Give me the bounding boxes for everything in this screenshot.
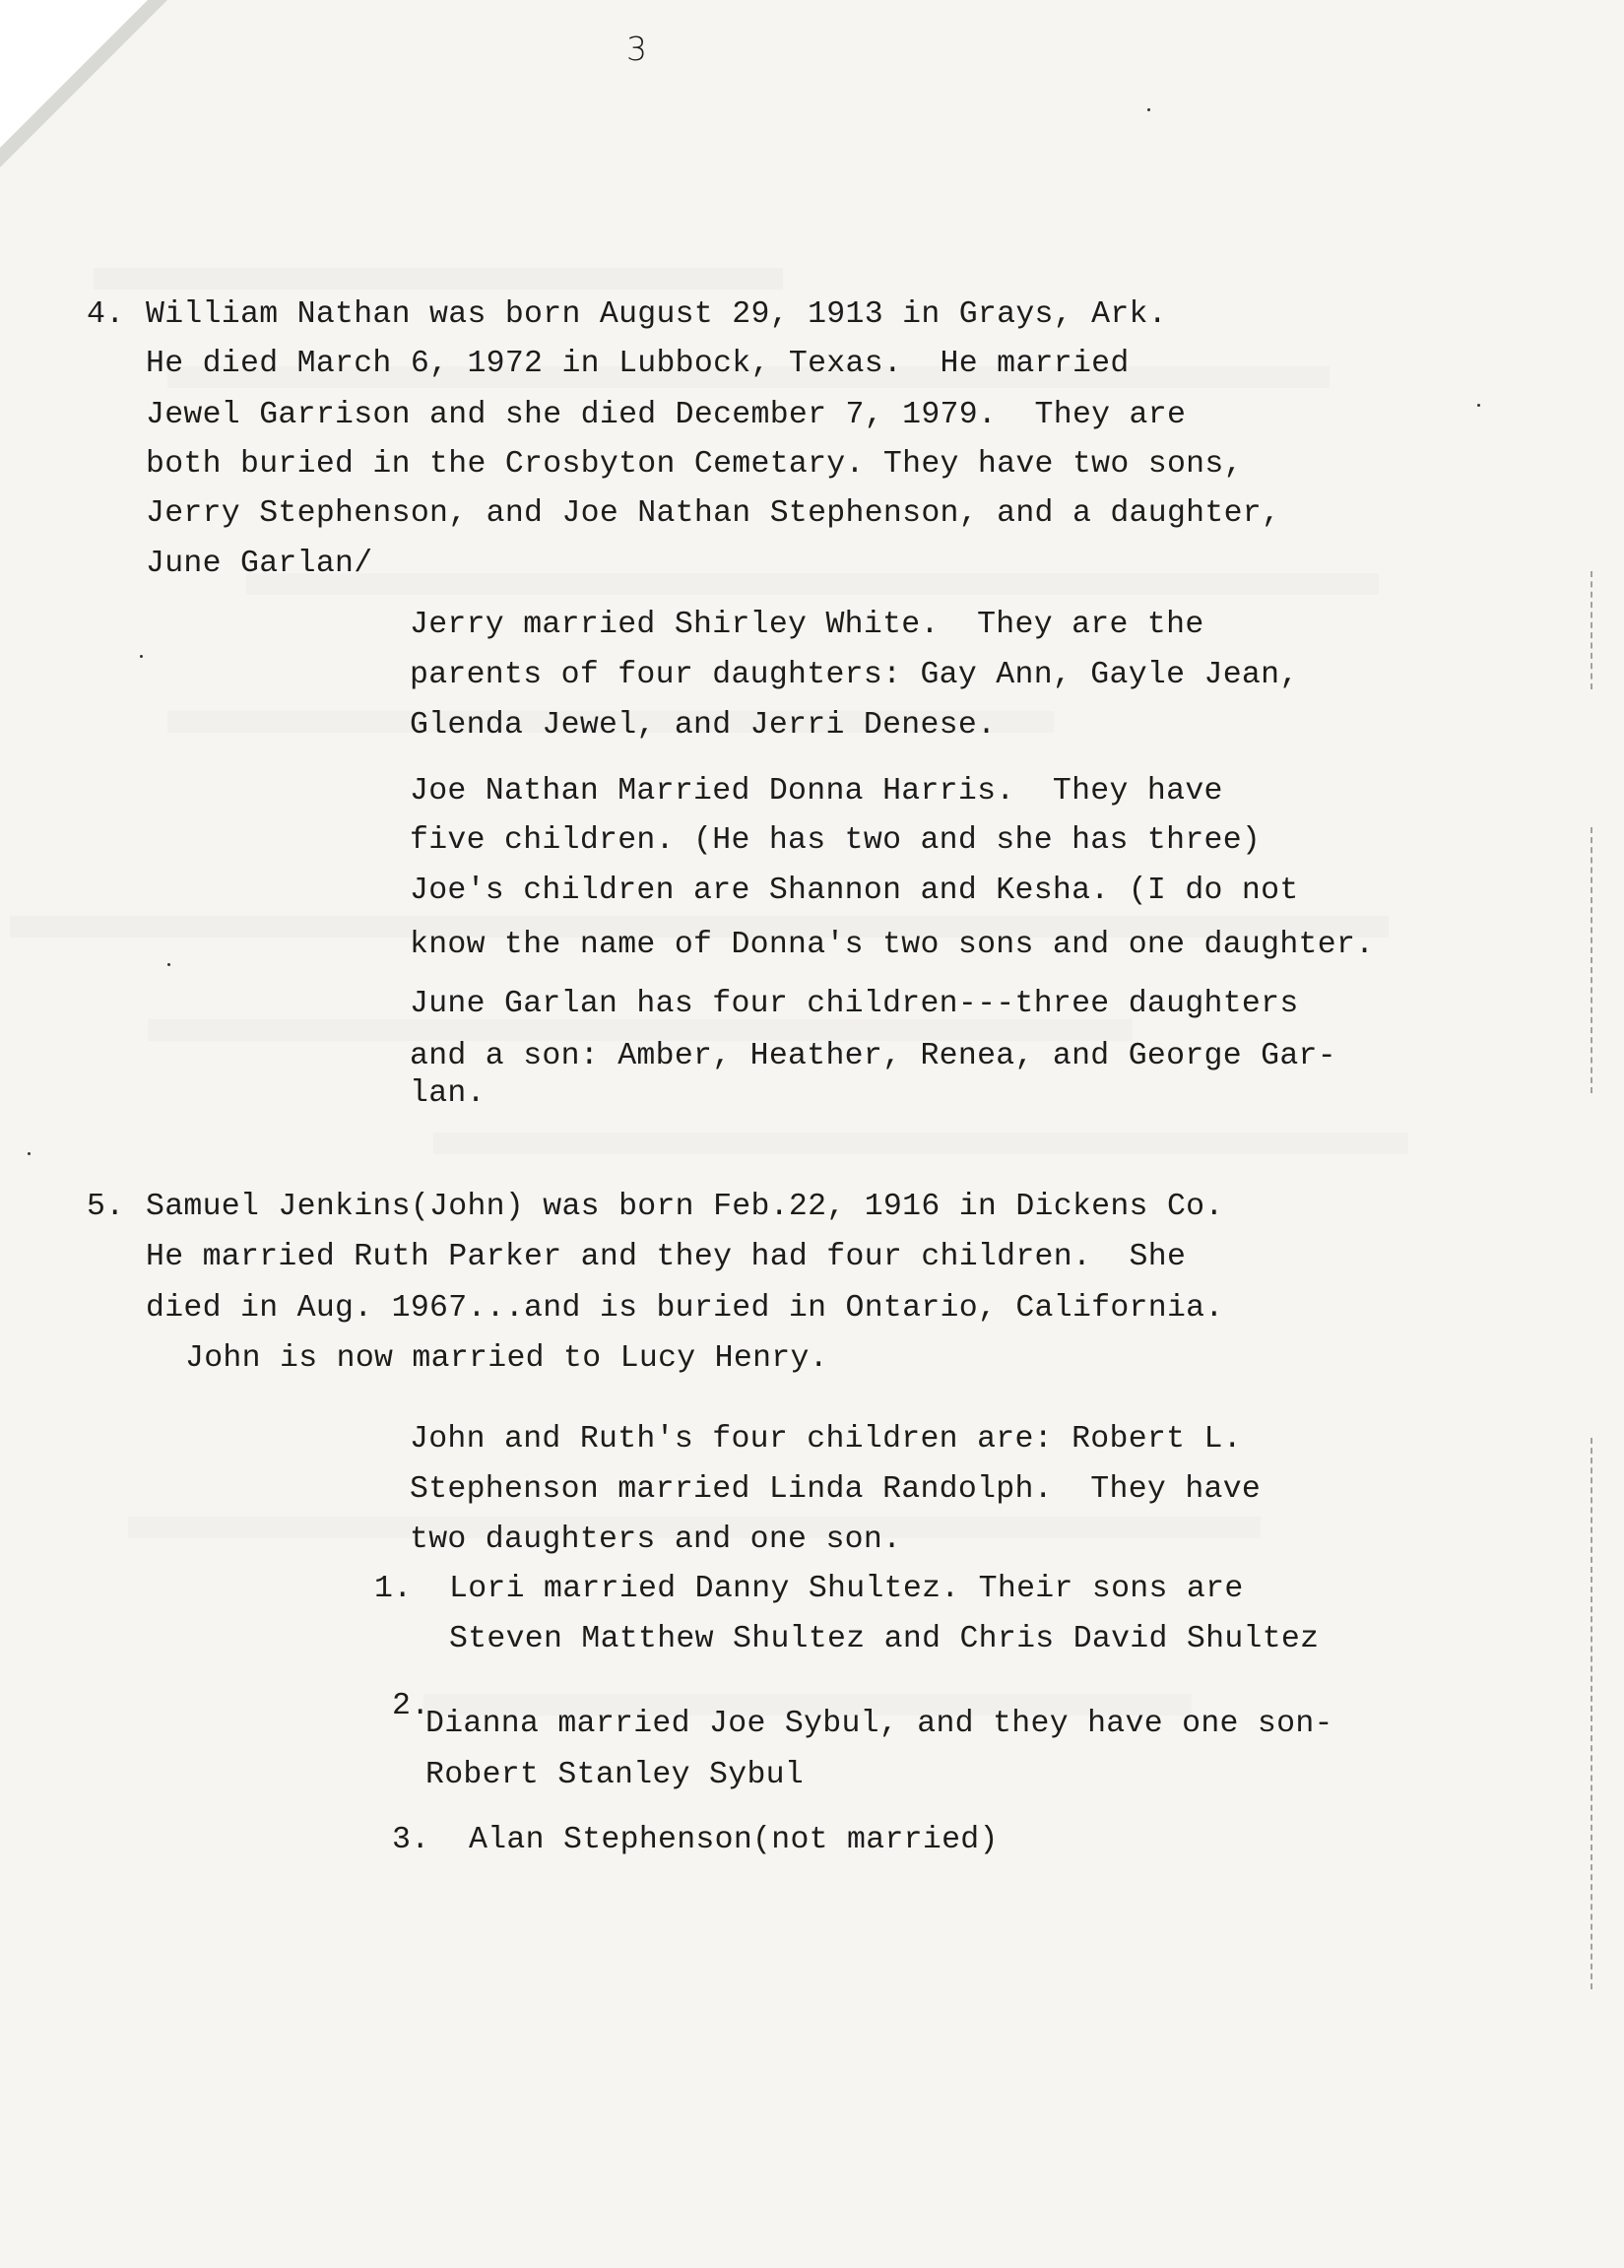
detail-line: lan. [410,1076,486,1111]
entry-line: He died March 6, 1972 in Lubbock, Texas. He married [146,347,1130,381]
entry-line: Samuel Jenkins(John) was born Feb.22, 1916 in Dickens Co. [146,1190,1224,1224]
child-line: Alan Stephenson(not married) [469,1823,999,1857]
detail-line: Glenda Jewel, and Jerri Denese. [410,708,997,743]
detail-line: parents of four daughters: Gay Ann, Gayle Jean, [410,658,1299,692]
entry-line: June Garlan/ [146,547,373,581]
entry-number: 4. [87,297,125,332]
child-line: Steven Matthew Shultez and Chris David Shultez [449,1622,1320,1656]
margin-mark [1591,827,1592,1093]
detail-line: Stephenson married Linda Randolph. They have [410,1472,1262,1507]
child-line: Robert Stanley Sybul [425,1758,805,1792]
detail-line: and a son: Amber, Heather, Renea, and George Gar- [410,1039,1336,1073]
paper-speck [167,963,170,966]
detail-line: Joe Nathan Married Donna Harris. They have [410,774,1223,809]
entry-line: William Nathan was born August 29, 1913 in Grays, Ark. [146,297,1167,332]
detail-line: Joe's children are Shannon and Kesha. (I do not [410,874,1299,908]
child-number: 1. [374,1572,413,1606]
child-line: Dianna married Joe Sybul, and they have one son- [425,1707,1333,1741]
paper-speck [1477,404,1480,407]
detail-line: know the name of Donna's two sons and one daughter. [410,928,1375,962]
entry-line: John is now married to Lucy Henry. [185,1341,828,1376]
entry-line: Jerry Stephenson, and Joe Nathan Stephenson, and a daughter, [146,496,1281,531]
paper-speck [1147,108,1150,111]
entry-line: died in Aug. 1967...and is buried in Ontario, California. [146,1291,1224,1326]
detail-line: two daughters and one son. [410,1523,902,1557]
margin-mark [1591,571,1592,689]
child-line: Lori married Danny Shultez. Their sons are [449,1572,1244,1606]
child-number: 3. [392,1823,430,1857]
entry-line: both buried in the Crosbyton Cemetary. They have two sons, [146,447,1243,482]
paper-speck [140,655,143,658]
margin-mark [1591,1438,1592,1989]
detail-line: June Garlan has four children---three daughters [410,987,1299,1021]
paper-speck [28,1152,31,1155]
page-number: 3 [626,30,647,68]
detail-line: John and Ruth's four children are: Robert L. [410,1422,1242,1457]
entry-line: Jewel Garrison and she died December 7, 1979. They are [146,398,1187,432]
folded-corner-highlight [0,0,148,148]
detail-line: Jerry married Shirley White. They are the [410,608,1204,642]
entry-number: 5. [87,1190,125,1224]
child-number: 2. [392,1689,430,1723]
entry-line: He married Ruth Parker and they had four children. She [146,1240,1187,1274]
detail-line: five children. (He has two and she has three) [410,823,1262,858]
